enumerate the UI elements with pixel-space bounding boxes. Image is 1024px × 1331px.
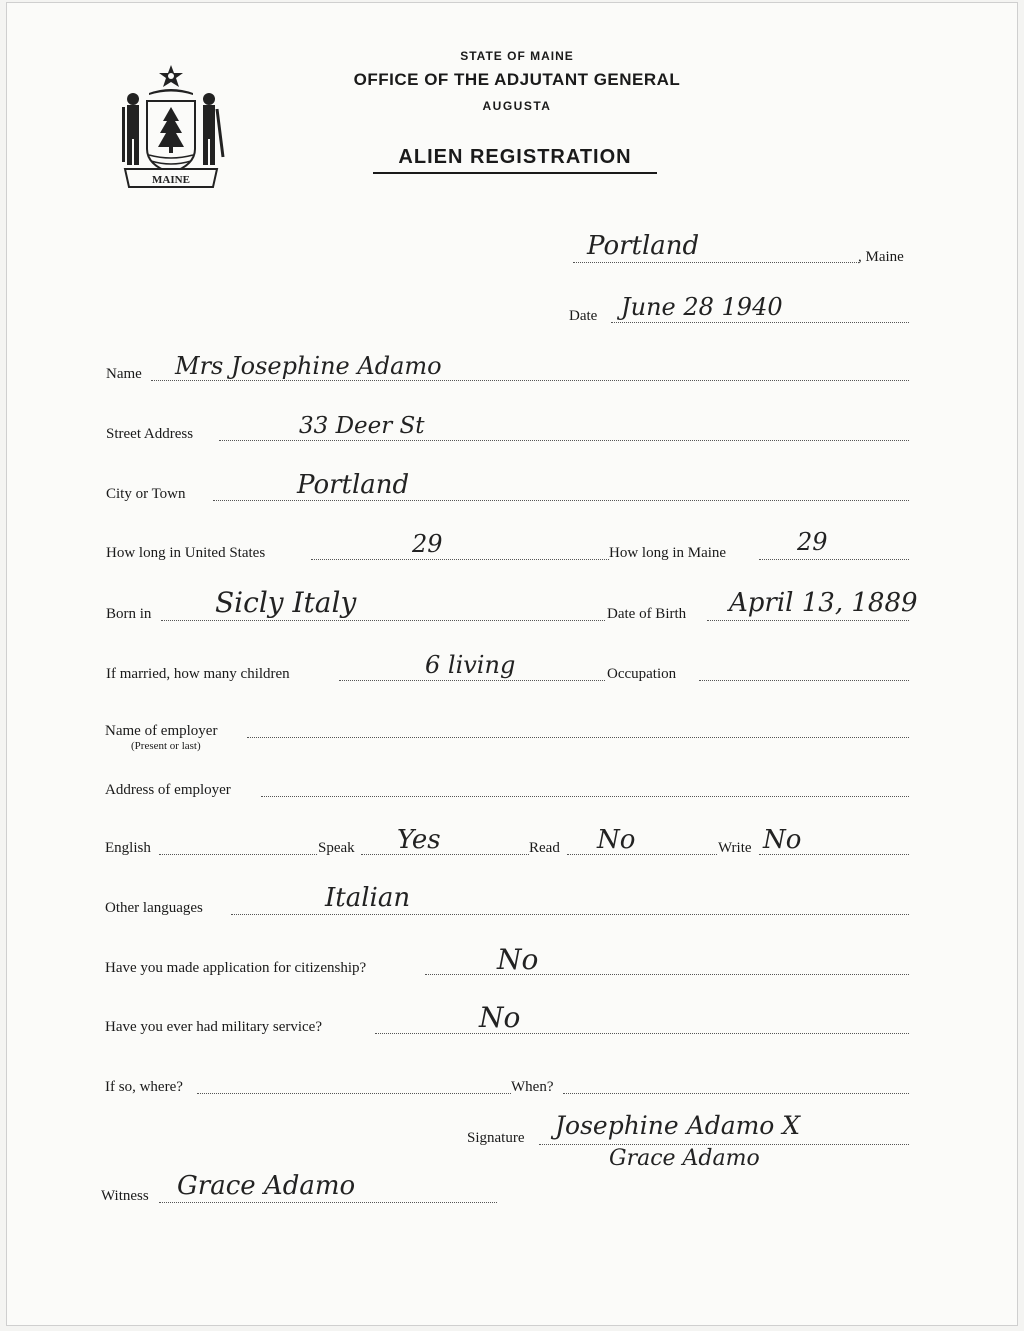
read-value[interactable]: No (597, 825, 636, 855)
citizenship-label: Have you made application for citizenship? (105, 960, 367, 976)
location-line (573, 261, 859, 263)
read-label: Read (529, 840, 560, 856)
signature-value[interactable]: Josephine Adamo X (555, 1111, 801, 1140)
where-label: If so, where? (105, 1079, 183, 1095)
employer-sublabel: (Present or last) (131, 740, 201, 752)
witness-label: Witness (101, 1188, 149, 1204)
military-value[interactable]: No (479, 1001, 521, 1034)
date-line (611, 321, 909, 323)
occupation-label: Occupation (607, 666, 677, 682)
born-value[interactable]: Sicly Italy (215, 586, 357, 619)
header-office: OFFICE OF THE ADJUTANT GENERAL (353, 70, 681, 89)
registration-form-page (6, 2, 1018, 1326)
employer-label: Name of employer (105, 723, 218, 739)
form-title: ALIEN REGISTRATION (373, 146, 657, 174)
city-value[interactable]: Portland (297, 470, 410, 500)
other-languages-line (231, 913, 909, 915)
city-label: City or Town (106, 486, 186, 502)
english-line (159, 853, 317, 855)
street-line (219, 439, 909, 441)
employer-address-label: Address of employer (105, 782, 231, 798)
speak-line (361, 853, 529, 855)
english-label: English (105, 840, 151, 856)
date-label: Date (569, 308, 598, 324)
when-label: When? (511, 1079, 554, 1095)
date-value[interactable]: June 28 1940 (621, 293, 783, 321)
when-line (563, 1092, 909, 1094)
citizenship-value[interactable]: No (497, 943, 539, 976)
name-value[interactable]: Mrs Josephine Adamo (175, 352, 442, 380)
write-label: Write (718, 840, 752, 856)
military-label: Have you ever had military service? (105, 1019, 322, 1035)
maine-years-label: How long in Maine (609, 545, 727, 561)
signature-label: Signature (467, 1130, 525, 1146)
us-years-value[interactable]: 29 (412, 530, 443, 558)
employer-line (247, 736, 909, 738)
occupation-line (699, 679, 909, 681)
maine-state-seal-icon (113, 61, 229, 191)
dob-value[interactable]: April 13, 1889 (729, 588, 918, 618)
location-suffix-label: , Maine (858, 249, 904, 265)
seal-banner-text: MAINE (152, 174, 190, 186)
dob-label: Date of Birth (607, 606, 687, 622)
signature-value-secondary[interactable]: Grace Adamo (609, 1146, 760, 1171)
street-value[interactable]: 33 Deer St (299, 413, 425, 439)
employer-address-line (261, 795, 909, 797)
name-label: Name (106, 366, 142, 382)
where-line (197, 1092, 511, 1094)
born-label: Born in (106, 606, 152, 622)
children-label: If married, how many children (106, 666, 290, 682)
military-line (375, 1032, 909, 1034)
other-languages-value[interactable]: Italian (325, 883, 411, 913)
maine-years-line (759, 558, 909, 560)
speak-label: Speak (318, 840, 355, 856)
children-value[interactable]: 6 living (425, 651, 516, 679)
signature-line (539, 1143, 909, 1145)
write-value[interactable]: No (763, 825, 802, 855)
header-city: AUGUSTA (482, 99, 552, 113)
header-state: STATE OF MAINE (460, 49, 574, 63)
witness-value[interactable]: Grace Adamo (177, 1171, 356, 1201)
other-languages-label: Other languages (105, 900, 203, 916)
street-label: Street Address (106, 426, 194, 442)
read-line (567, 853, 717, 855)
us-years-label: How long in United States (106, 545, 266, 561)
dob-line (707, 619, 909, 621)
location-city-value[interactable]: Portland (587, 231, 700, 261)
children-line (339, 679, 605, 681)
witness-line (159, 1201, 497, 1203)
us-years-line (311, 558, 609, 560)
speak-value[interactable]: Yes (397, 825, 441, 855)
born-line (161, 619, 605, 621)
maine-years-value[interactable]: 29 (797, 528, 828, 556)
